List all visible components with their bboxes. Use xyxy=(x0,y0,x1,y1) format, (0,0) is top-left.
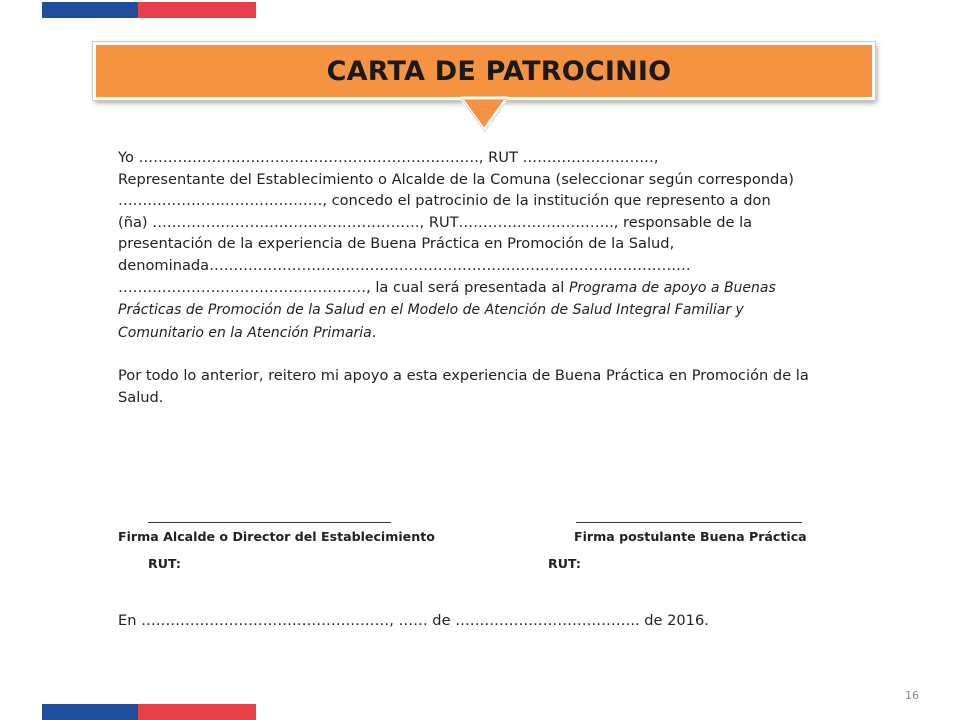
letter-line: . xyxy=(371,323,377,341)
letter-line: ……………………………………………, la cual será presentada al xyxy=(118,278,569,296)
place-date-line: En ……………………………………………, …… de ……………………………….. de 2016. xyxy=(118,612,709,629)
flag-red-segment xyxy=(138,704,256,720)
letter-body xyxy=(118,147,858,409)
title-banner xyxy=(93,42,875,100)
banner-pointer-arrow-icon xyxy=(459,96,509,134)
letter-paragraph-2: Por todo lo anterior, reitero mi apoyo a esta experiencia de Buena Práctica en Promoción de la Salud. xyxy=(118,367,809,406)
flag-stripe-bottom xyxy=(42,704,256,720)
program-name-italic: Prácticas de Promoción de la Salud en el Modelo de Atención de Salud Integral Familiar y xyxy=(118,302,744,319)
letter-line: ……………………………………, concedo el patrocinio de la institución que represento a don xyxy=(118,192,771,210)
letter-line: Representante del Establecimiento o Alcalde de la Comuna (seleccionar según corresponda) xyxy=(118,170,794,188)
page-number: 16 xyxy=(905,689,919,702)
flag-stripe-top xyxy=(42,2,256,18)
signature-label-left: Firma Alcalde o Director del Establecimiento xyxy=(118,529,435,544)
letter-line: Yo ……………………………………………………………., RUT ………………………, xyxy=(118,149,659,166)
rut-label-right: RUT: xyxy=(548,556,581,571)
flag-blue-segment xyxy=(42,704,138,720)
signature-label-right: Firma postulante Buena Práctica xyxy=(574,529,807,544)
flag-blue-segment xyxy=(42,2,138,18)
rut-label-left: RUT: xyxy=(148,556,181,571)
letter-line: (ña) ………………………………………………., RUT………………………….., responsable de la xyxy=(118,213,753,231)
program-name-italic: Comunitario en la Atención Primaria xyxy=(118,324,372,341)
letter-paragraph-1 xyxy=(118,147,858,344)
flag-red-segment xyxy=(138,2,256,18)
letter-line: denominada……………………………………………………………………………………… xyxy=(118,256,691,274)
letter-line: presentación de la experiencia de Buena Práctica en Promoción de la Salud, xyxy=(118,235,675,253)
page-title: CARTA DE PATROCINIO xyxy=(326,55,672,87)
signature-line-right xyxy=(576,522,802,523)
signature-line-left xyxy=(148,522,391,523)
program-name-italic: Programa de apoyo a Buenas xyxy=(568,279,776,296)
